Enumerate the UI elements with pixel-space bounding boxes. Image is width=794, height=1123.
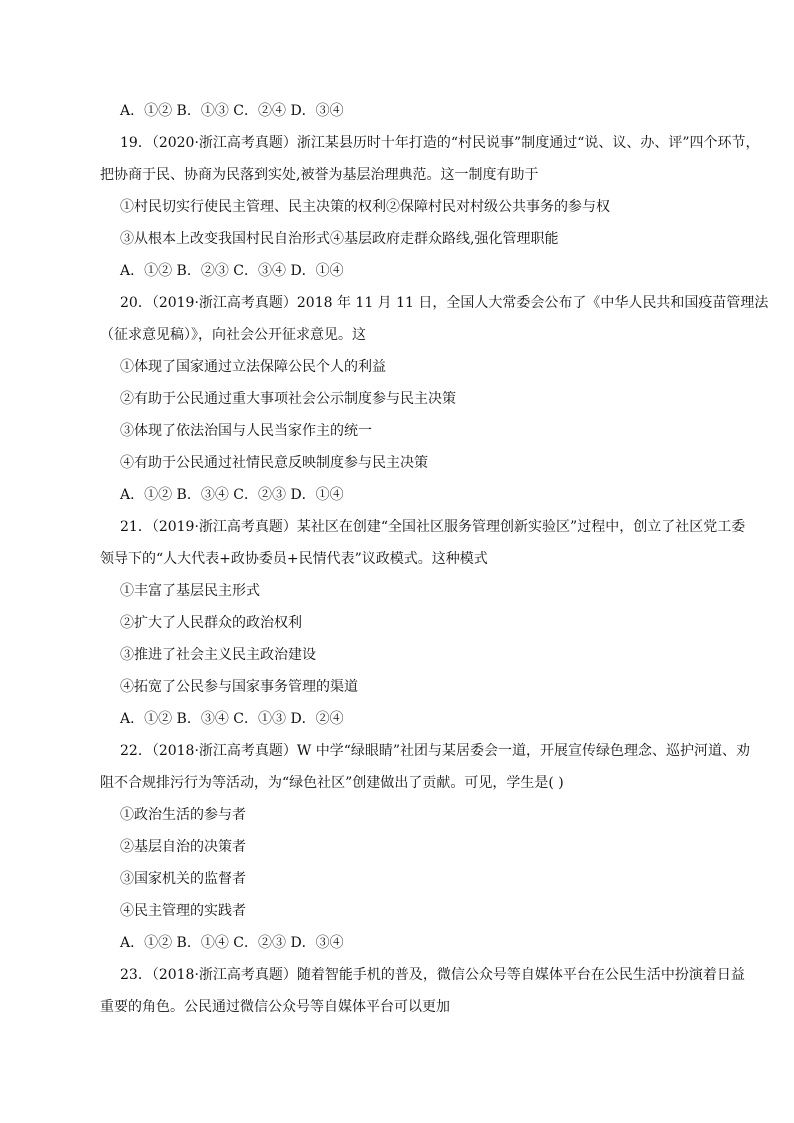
question-22-statement-1: ①政治生活的参与者 bbox=[120, 807, 246, 823]
question-21-statement-2: ②扩大了人民群众的政治权利 bbox=[120, 615, 302, 631]
answer-options-21: A．①② B．③④ C．①③ D．②④ bbox=[120, 711, 344, 727]
question-21-statement-1: ①丰富了基层民主形式 bbox=[120, 583, 260, 599]
question-20-statement-2: ②有助于公民通过重大事项社会公示制度参与民主决策 bbox=[120, 391, 456, 407]
question-19-stem-line-1: 19．（2020·浙江高考真题）浙江某县历时十年打造的“村民说事”制度通过“说、议、办、评”四个环节， bbox=[120, 135, 760, 151]
answer-options-22: A．①② B．①④ C．②③ D．③④ bbox=[120, 935, 344, 951]
answer-options-20: A．①② B．③④ C．②③ D．①④ bbox=[120, 487, 344, 503]
question-19-statements-1: ①村民切实行使民主管理、民主决策的权利②保障村民对村级公共事务的参与权 bbox=[120, 199, 610, 215]
answer-options-19: A．①② B．②③ C．③④ D．①④ bbox=[120, 263, 344, 279]
question-22-stem-line-1: 22．（2018·浙江高考真题）W 中学“绿眼睛”社团与某居委会一道，开展宣传绿色理念、巡护河道、劝 bbox=[120, 743, 751, 759]
question-21-statement-4: ④拓宽了公民参与国家事务管理的渠道 bbox=[120, 679, 358, 695]
question-22-statement-3: ③国家机关的监督者 bbox=[120, 871, 246, 887]
answer-options-18: A．①② B．①③ C．②④ D．③④ bbox=[120, 103, 344, 119]
question-20-statement-1: ①体现了国家通过立法保障公民个人的利益 bbox=[120, 359, 386, 375]
question-20-statement-3: ③体现了依法治国与人民当家作主的统一 bbox=[120, 423, 372, 439]
question-23-stem-line-2: 重要的角色。公民通过微信公众号等自媒体平台可以更加 bbox=[100, 999, 450, 1015]
question-22-stem-line-2: 阻不合规排污行为等活动，为“绿色社区”创建做出了贡献。可见，学生是( ) bbox=[100, 775, 564, 791]
question-20-stem-line-2: （征求意见稿）》，向社会公开征求意见。这 bbox=[100, 327, 366, 343]
question-23-stem-line-1: 23．（2018·浙江高考真题）随着智能手机的普及，微信公众号等自媒体平台在公民生活中扮演着日益 bbox=[120, 967, 745, 983]
question-21-stem-line-2: 领导下的“人大代表+政协委员+民情代表”议政模式。这种模式 bbox=[100, 551, 488, 567]
question-20-statement-4: ④有助于公民通过社情民意反映制度参与民主决策 bbox=[120, 455, 428, 471]
question-20-stem-line-1: 20．（2019·浙江高考真题）2018 年 11 月 11 日，全国人大常委会公布了《中华人民共和国疫苗管理法 bbox=[120, 295, 769, 311]
question-21-stem-line-1: 21．（2019·浙江高考真题）某社区在创建“全国社区服务管理创新实验区”过程中，创立了社区党工委 bbox=[120, 519, 746, 535]
question-22-statement-2: ②基层自治的决策者 bbox=[120, 839, 246, 855]
question-22-statement-4: ④民主管理的实践者 bbox=[120, 903, 246, 919]
question-19-stem-line-2: 把协商于民、协商为民落到实处,被誉为基层治理典范。这一制度有助于 bbox=[100, 167, 539, 183]
question-19-statements-2: ③从根本上改变我国村民自治形式④基层政府走群众路线,强化管理职能 bbox=[120, 231, 559, 247]
question-21-statement-3: ③推进了社会主义民主政治建设 bbox=[120, 647, 316, 663]
